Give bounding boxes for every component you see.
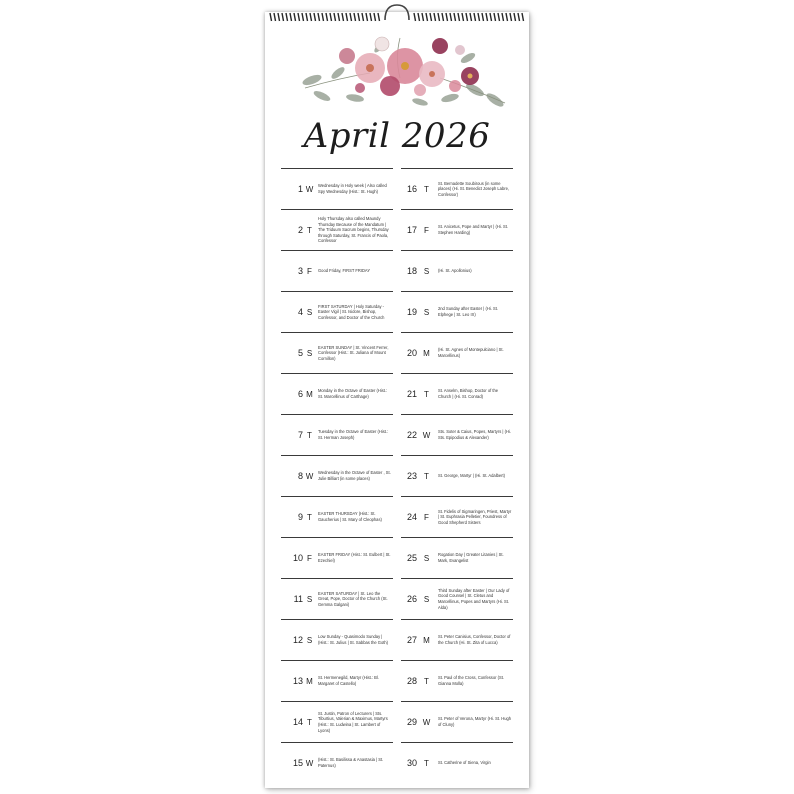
weekday-letter: W bbox=[305, 758, 314, 768]
weekday-letter: S bbox=[423, 594, 430, 604]
day-number: 3 bbox=[297, 266, 303, 276]
day-number: 13 bbox=[292, 676, 303, 686]
weekday-letter: W bbox=[305, 184, 314, 194]
weekday-letter: S bbox=[423, 266, 430, 276]
day-number: 14 bbox=[292, 717, 303, 727]
weekday-letter: F bbox=[307, 266, 312, 276]
day-number: 7 bbox=[297, 430, 303, 440]
calendar-day-row bbox=[401, 332, 513, 373]
day-number: 6 bbox=[297, 389, 303, 399]
feast-text-label: St. Fidelis of Sigmaringen, Priest, Martyr | St. Euphrasia Pelletier, Foundress of Good Shepherd Sisters bbox=[438, 508, 512, 525]
feast-text-label: Holy Thursday also called Maundy Thursday Because of the Mandatum | The Triduum Sacrum begins, Thursday through Saturday, St. Francis of Paola, Confessor bbox=[318, 216, 389, 244]
day-feast-text bbox=[318, 661, 392, 701]
feast-text-label: St. Catherine of Siena, Virgin bbox=[438, 760, 491, 766]
day-feast-text bbox=[438, 579, 512, 619]
day-number: 27 bbox=[406, 635, 417, 645]
day-number: 11 bbox=[293, 594, 303, 604]
calendar-day-row bbox=[401, 250, 513, 291]
day-feast-text bbox=[438, 620, 512, 660]
feast-text-label: (Hi. St. Agnes of Montepulciano | St. Marcellinus) bbox=[438, 347, 504, 358]
weekday-letter: T bbox=[307, 225, 312, 235]
weekday-letter: F bbox=[307, 553, 312, 563]
day-feast-text bbox=[318, 702, 392, 742]
day-number: 10 bbox=[292, 553, 303, 563]
weekday-letter: S bbox=[306, 594, 313, 604]
day-feast-text bbox=[318, 374, 392, 414]
day-feast-text bbox=[318, 333, 392, 373]
feast-text-label: Sts. Soter & Caius, Popes, Martyrs | (Hi. Sts. Epipodius & Alexander) bbox=[438, 429, 511, 440]
day-feast-text bbox=[438, 210, 512, 250]
calendar-column-right bbox=[401, 168, 513, 783]
calendar-day-row bbox=[281, 414, 393, 455]
day-feast-text bbox=[318, 743, 392, 783]
calendar-day-row bbox=[281, 332, 393, 373]
day-number: 19 bbox=[406, 307, 417, 317]
feast-text-label: St. Paul of the Cross, Confessor (St. Gianna Molla) bbox=[438, 675, 504, 686]
calendar-day-row bbox=[281, 373, 393, 414]
weekday-letter: T bbox=[424, 758, 429, 768]
weekday-letter: S bbox=[306, 635, 313, 645]
weekday-letter: F bbox=[424, 512, 429, 522]
weekday-letter: M bbox=[423, 348, 430, 358]
weekday-letter: W bbox=[305, 471, 314, 481]
day-feast-text bbox=[318, 251, 392, 291]
day-feast-text bbox=[438, 374, 512, 414]
feast-text-label: St. Anselm, Bishop, Doctor of the Church | (Hi. St. Conrad) bbox=[438, 388, 499, 399]
calendar-day-row bbox=[401, 373, 513, 414]
day-number: 24 bbox=[406, 512, 417, 522]
feast-text-label: Low Sunday - Quasimodo Sunday | (Hist.: St. Julius | St. Sabbas the Goth) bbox=[318, 634, 389, 645]
weekday-letter: T bbox=[424, 389, 429, 399]
day-number: 29 bbox=[406, 717, 417, 727]
calendar-day-row bbox=[281, 291, 393, 332]
feast-text-label: EASTER FRIDAY (Hist.: St. Eulbert | St. Ezechiel) bbox=[318, 552, 391, 563]
day-feast-text bbox=[438, 702, 512, 742]
day-feast-text bbox=[318, 538, 392, 578]
spiral-binding-icon bbox=[0, 0, 794, 30]
calendar-day-row bbox=[281, 660, 393, 701]
day-number: 15 bbox=[292, 758, 303, 768]
weekday-letter: S bbox=[306, 348, 313, 358]
calendar-day-row bbox=[401, 209, 513, 250]
calendar-day-row bbox=[281, 619, 393, 660]
feast-text-label: St. Hermenegild, Martyr (Hist.: Bl. Margaret of Castello) bbox=[318, 675, 379, 686]
weekday-letter: S bbox=[423, 307, 430, 317]
floral-bouquet-icon bbox=[300, 28, 510, 113]
day-feast-text bbox=[438, 292, 512, 332]
feast-text-label: EASTER SUNDAY | St. Vincent Ferrer, Confessor (Hist.: St. Juliana of Mount Cornillon) bbox=[318, 344, 389, 361]
feast-text-label: (Hist.: St. Basilissa & Anastasia | St. Paternus) bbox=[318, 757, 384, 768]
day-number: 5 bbox=[297, 348, 303, 358]
weekday-letter: S bbox=[306, 307, 313, 317]
day-feast-text bbox=[438, 333, 512, 373]
feast-text-label: Wednesday in Holy week | Also called Spy Wednesday (Hist.: St. Hugh) bbox=[318, 183, 387, 194]
day-number: 26 bbox=[406, 594, 417, 604]
day-number: 9 bbox=[297, 512, 303, 522]
feast-text-label: Third Sunday after Easter | Our Lady of Good Counsel | St. Cletus and Marcellinus, Popes and Martyrs (Hi. St. Alda) bbox=[438, 587, 510, 610]
feast-text-label: St. Anicetus, Pope and Martyr | (Hi. St. Stephen Harding) bbox=[438, 224, 509, 235]
day-number: 4 bbox=[297, 307, 303, 317]
calendar-day-row bbox=[281, 168, 393, 209]
weekday-letter: M bbox=[306, 676, 313, 686]
weekday-letter: T bbox=[424, 471, 429, 481]
calendar-day-row bbox=[281, 701, 393, 742]
day-feast-text bbox=[318, 620, 392, 660]
feast-text-label: EASTER THURSDAY (Hist.: St. Gaucherius | St. Mary of Cleophas) bbox=[318, 511, 382, 522]
feast-text-label: 2nd Sunday after Easter | (Hi. St. Elphege | St. Leo IX) bbox=[438, 306, 498, 317]
calendar-day-row bbox=[281, 250, 393, 291]
weekday-letter: T bbox=[424, 184, 429, 194]
calendar-day-row bbox=[401, 168, 513, 209]
calendar-day-row bbox=[401, 701, 513, 742]
feast-text-label: Rogation Day | Greater Litanies | St. Mark, Evangelist bbox=[438, 552, 504, 563]
day-number: 23 bbox=[406, 471, 417, 481]
calendar-day-row bbox=[401, 619, 513, 660]
calendar-day-row bbox=[281, 537, 393, 578]
calendar-day-row bbox=[401, 742, 513, 783]
day-number: 8 bbox=[297, 471, 303, 481]
feast-text-label: FIRST SATURDAY | Holy Saturday - Easter Vigil | St. Isidore, Bishop, Confessor, and Doctor of the Church bbox=[318, 303, 385, 320]
day-number: 30 bbox=[406, 758, 417, 768]
calendar-day-row bbox=[281, 209, 393, 250]
feast-text-label: (Hi. St. Apollonius) bbox=[438, 268, 472, 274]
day-feast-text bbox=[438, 743, 512, 783]
day-feast-text bbox=[318, 579, 392, 619]
day-number: 20 bbox=[406, 348, 417, 358]
day-feast-text bbox=[318, 456, 392, 496]
calendar-day-row bbox=[401, 660, 513, 701]
day-number: 12 bbox=[292, 635, 303, 645]
calendar-day-row bbox=[401, 537, 513, 578]
weekday-letter: T bbox=[424, 676, 429, 686]
day-feast-text bbox=[318, 210, 392, 250]
feast-text-label: EASTER SATURDAY | St. Leo the Great, Pope, Doctor of the Church (St. Gemma Galgani) bbox=[318, 590, 388, 607]
weekday-letter: M bbox=[423, 635, 430, 645]
day-number: 22 bbox=[406, 430, 417, 440]
feast-text-label: Good Friday, FIRST FRIDAY bbox=[318, 268, 371, 274]
feast-text-label: St. Peter of Verona, Martyr (Hi. St. Hugh of Cluny) bbox=[438, 716, 512, 727]
day-number: 28 bbox=[406, 676, 417, 686]
weekday-letter: T bbox=[307, 717, 312, 727]
day-number: 18 bbox=[406, 266, 417, 276]
day-number: 16 bbox=[406, 184, 417, 194]
weekday-letter: W bbox=[422, 430, 431, 440]
day-number: 2 bbox=[297, 225, 303, 235]
calendar-day-row bbox=[401, 414, 513, 455]
day-feast-text bbox=[438, 251, 512, 291]
weekday-letter: F bbox=[424, 225, 429, 235]
weekday-letter: S bbox=[423, 553, 430, 563]
feast-text-label: Wednesday in the Octave of Easter , St. Julie Billiart (in some places) bbox=[318, 470, 391, 481]
calendar-title: April 2026 bbox=[303, 116, 491, 156]
day-feast-text bbox=[438, 497, 512, 537]
calendar-day-row bbox=[401, 455, 513, 496]
weekday-letter: T bbox=[307, 512, 312, 522]
weekday-letter: W bbox=[422, 717, 431, 727]
feast-text-label: St. Justin, Patron of Lecturers | Sts. Tiburtius, Valerian & Maximus, Martyrs (Hist.: St. Ludwina | St. Lambert of Lyons) bbox=[318, 710, 388, 733]
calendar-day-row bbox=[281, 496, 393, 537]
day-feast-text bbox=[318, 497, 392, 537]
weekday-letter: M bbox=[306, 389, 313, 399]
calendar-day-row bbox=[401, 291, 513, 332]
feast-text-label: St. Peter Canisius, Confessor, Doctor of the Church (Hi. St. Zita of Lucca) bbox=[438, 634, 511, 645]
day-feast-text bbox=[318, 169, 392, 209]
day-number: 17 bbox=[406, 225, 417, 235]
day-number: 25 bbox=[406, 553, 417, 563]
calendar-column-left bbox=[281, 168, 393, 783]
calendar-day-row bbox=[281, 455, 393, 496]
day-feast-text bbox=[438, 456, 512, 496]
day-number: 1 bbox=[297, 184, 303, 194]
calendar-day-row bbox=[401, 578, 513, 619]
day-number: 21 bbox=[406, 389, 417, 399]
feast-text-label: St. Bernadette Soubirous (in some places) (Hi. St. Benedict Joseph Labre, Confessor) bbox=[438, 180, 509, 197]
day-feast-text bbox=[438, 538, 512, 578]
day-feast-text bbox=[438, 169, 512, 209]
calendar-day-row bbox=[281, 742, 393, 783]
feast-text-label: Monday in the Octave of Easter (Hist.: St. Marcellinus of Carthage) bbox=[318, 388, 388, 399]
day-feast-text bbox=[438, 415, 512, 455]
feast-text-label: St. George, Martyr | (Hi. St. Adalbert) bbox=[438, 473, 506, 479]
day-feast-text bbox=[438, 661, 512, 701]
calendar-day-row bbox=[401, 496, 513, 537]
weekday-letter: T bbox=[307, 430, 312, 440]
calendar-day-row bbox=[281, 578, 393, 619]
day-feast-text bbox=[318, 415, 392, 455]
feast-text-label: Tuesday in the Octave of Easter (Hist.: St. Herman Joseph) bbox=[318, 429, 389, 440]
day-feast-text bbox=[318, 292, 392, 332]
